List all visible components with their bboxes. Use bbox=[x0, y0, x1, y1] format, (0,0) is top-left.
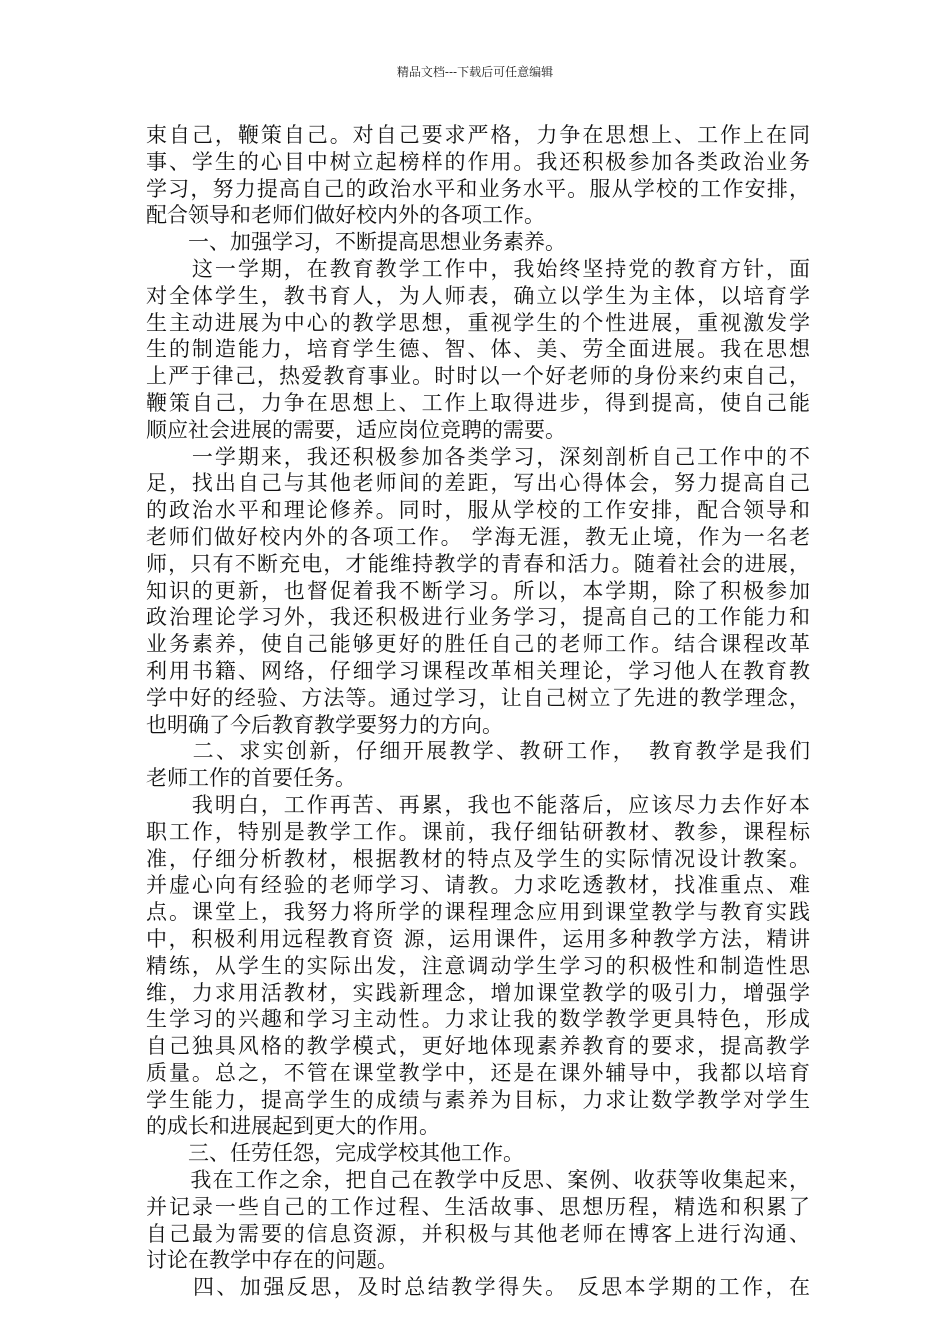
text-line: 自己最为需要的信息资源，并积极与其他老师在博客上进行沟通、 bbox=[146, 1221, 810, 1246]
text-line: 老师们做好校内外的各项工作。 学海无涯，教无止境，作为一名老 bbox=[146, 524, 810, 549]
text-line: 也明确了今后教育教学要努力的方向。 bbox=[146, 712, 503, 737]
text-line: 知识的更新，也督促着我不断学习。所以，本学期，除了积极参加 bbox=[146, 578, 810, 603]
text-line: 学生能力，提高学生的成绩与素养为目标，力求让数学教学对学生 bbox=[146, 1087, 810, 1112]
text-line: 这一学期，在教育教学工作中，我始终坚持党的教育方针，面 bbox=[146, 256, 810, 281]
text-line: 中，积极利用远程教育资 源，运用课件，运用多种教学方法，精讲 bbox=[146, 926, 810, 951]
text-line: 质量。总之，不管在课堂教学中，还是在课外辅导中，我都以培育 bbox=[146, 1060, 810, 1085]
text-line: 生的制造能力，培育学生德、智、体、美、劳全面进展。我在思想 bbox=[146, 337, 810, 362]
text-line: 顺应社会进展的需要，适应岗位竞聘的需要。 bbox=[146, 417, 566, 442]
text-line: 准，仔细分析教材，根据教材的特点及学生的实际情况设计教案。 bbox=[146, 846, 810, 871]
text-line: 三、任劳任怨，完成学校其他工作。 bbox=[146, 1141, 524, 1166]
text-line: 一、加强学习，不断提高思想业务素养。 bbox=[146, 230, 566, 255]
text-line: 并记录一些自己的工作过程、生活故事、思想历程，精选和积累了 bbox=[146, 1194, 810, 1219]
text-line: 足，找出自己与其他老师间的差距，写出心得体会，努力提高自己 bbox=[146, 471, 810, 496]
text-line: 的政治水平和理论修养。同时，服从学校的工作安排，配合领导和 bbox=[146, 498, 810, 523]
text-line: 并虚心向有经验的老师学习、请教。力求吃透教材，找准重点、难 bbox=[146, 873, 810, 898]
text-line: 四、加强反思，及时总结教学得失。 反思本学期的工作，在 bbox=[146, 1275, 810, 1300]
text-line: 上严于律己，热爱教育事业。时时以一个好老师的身份来约束自己， bbox=[146, 364, 810, 389]
text-line: 职工作，特别是教学工作。课前，我仔细钻研教材、教参，课程标 bbox=[146, 819, 810, 844]
text-line: 精练，从学生的实际出发，注意调动学生学习的积极性和制造性思 bbox=[146, 953, 810, 978]
text-line: 对全体学生，教书育人，为人师表，确立以学生为主体，以培育学 bbox=[146, 283, 810, 308]
text-line: 学中好的经验、方法等。通过学习，让自己树立了先进的教学理念， bbox=[146, 685, 810, 710]
text-line: 束自己，鞭策自己。对自己要求严格，力争在思想上、工作上在同 bbox=[146, 123, 810, 147]
text-line: 自己独具风格的教学模式，更好地体现素养教育的要求，提高教学 bbox=[146, 1034, 810, 1059]
text-line: 政治理论学习外，我还积极进行业务学习，提高自己的工作能力和 bbox=[146, 605, 810, 630]
text-line: 利用书籍、网络，仔细学习课程改革相关理论，学习他人在教育教 bbox=[146, 658, 810, 683]
text-line: 我明白，工作再苦、再累，我也不能落后，应该尽力去作好本 bbox=[146, 792, 810, 817]
text-line: 讨论在教学中存在的问题。 bbox=[146, 1248, 398, 1273]
text-line: 点。课堂上，我努力将所学的课程理念应用到课堂教学与教育实践 bbox=[146, 900, 810, 925]
text-line: 配合领导和老师们做好校内外的各项工作。 bbox=[146, 203, 545, 228]
text-line: 二、求实创新，仔细开展教学、教研工作， 教育教学是我们 bbox=[146, 739, 810, 764]
text-line: 业务素养，使自己能够更好的胜任自己的老师工作。结合课程改革 bbox=[146, 632, 810, 657]
document-body bbox=[146, 122, 810, 1301]
text-line: 的成长和进展起到更大的作用。 bbox=[146, 1114, 440, 1139]
text-line: 事、学生的心目中树立起榜样的作用。我还积极参加各类政治业务 bbox=[146, 149, 810, 174]
text-line: 维，力求用活教材，实践新理念，增加课堂教学的吸引力，增强学 bbox=[146, 980, 810, 1005]
text-line: 一学期来，我还积极参加各类学习，深刻剖析自己工作中的不 bbox=[146, 444, 810, 469]
text-line: 师，只有不断充电，才能维持教学的青春和活力。随着社会的进展， bbox=[146, 551, 810, 576]
text-line: 鞭策自己，力争在思想上、工作上取得进步，得到提高，使自己能 bbox=[146, 390, 810, 415]
text-line: 老师工作的首要任务。 bbox=[146, 766, 356, 791]
page-header: 精品文档---下载后可任意编辑 bbox=[396, 65, 554, 79]
text-line: 我在工作之余，把自己在教学中反思、案例、收获等收集起来， bbox=[146, 1168, 810, 1193]
text-line: 学习，努力提高自己的政治水平和业务水平。服从学校的工作安排， bbox=[146, 176, 810, 201]
text-line: 生学习的兴趣和学习主动性。力求让我的数学教学更具特色，形成 bbox=[146, 1007, 810, 1032]
text-line: 生主动进展为中心的教学思想，重视学生的个性进展，重视激发学 bbox=[146, 310, 810, 335]
